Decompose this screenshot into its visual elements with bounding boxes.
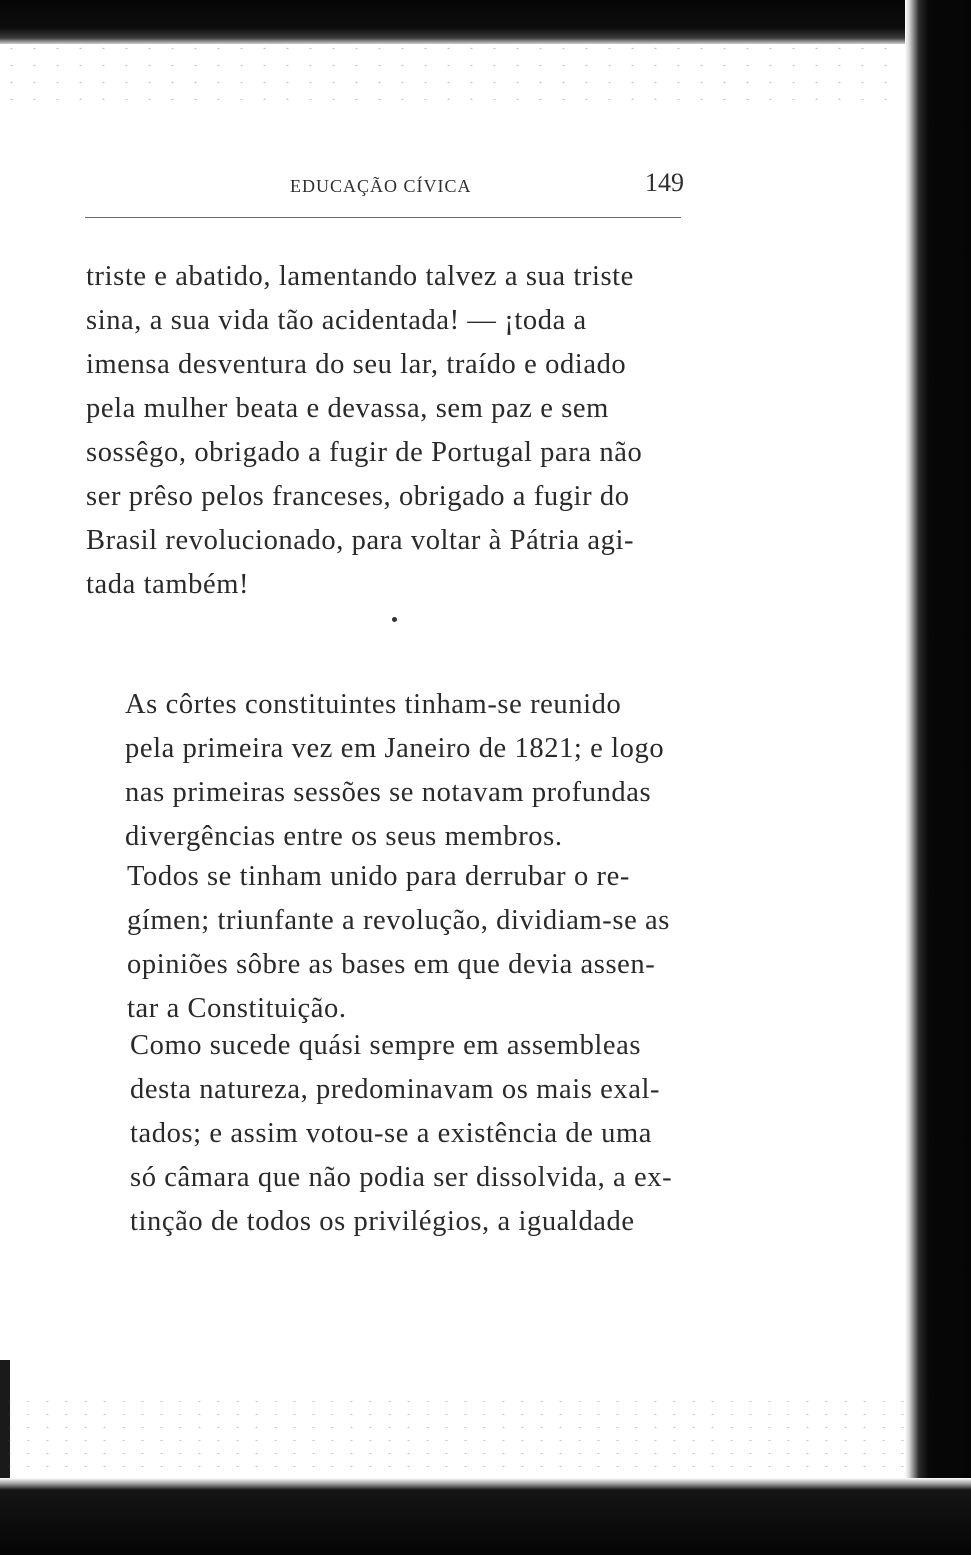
text-line: opiniões sôbre as bases em que devia assen- — [127, 949, 656, 980]
text-line: As côrtes constituintes tinham-se reunido — [125, 689, 622, 720]
text-line: Todos se tinham unido para derrubar o re- — [127, 861, 630, 892]
text-line: só câmara que não podia ser dissolvida, a ex- — [130, 1162, 673, 1193]
page-number: 149 — [645, 168, 684, 197]
text-line: ser prêso pelos franceses, obrigado a fugir do — [86, 481, 630, 512]
scan-bottom-edge — [0, 1478, 971, 1555]
ink-speck — [392, 617, 397, 622]
text-line: Como sucede quási sempre em assembleas — [130, 1030, 642, 1061]
text-line: Brasil revolucionado, para voltar à Pátria agi- — [86, 525, 635, 556]
text-line: nas primeiras sessões se notavam profundas — [125, 777, 652, 808]
text-line: imensa desventura do seu lar, traído e odiado — [86, 349, 627, 380]
paragraph-4 — [100, 1024, 708, 1244]
scan-noise-bottom — [0, 1395, 905, 1475]
text-line: sina, a sua vida tão acidentada! — ¡toda a — [86, 305, 587, 336]
text-line: triste e abatido, lamentando talvez a sua triste — [86, 261, 634, 292]
scan-top-edge — [0, 0, 971, 44]
scan-noise-top — [0, 40, 905, 100]
paragraph-2 — [97, 683, 701, 859]
text-line: tada também! — [86, 569, 250, 600]
text-line: pela primeira vez em Janeiro de 1821; e logo — [125, 733, 665, 764]
text-line: pela mulher beata e devassa, sem paz e sem — [86, 393, 609, 424]
paragraph-3 — [99, 855, 703, 1031]
text-line: divergências entre os seus membros. — [125, 821, 563, 852]
text-line: tados; e assim votou-se a existência de uma — [130, 1118, 653, 1149]
paragraph-1 — [86, 255, 694, 607]
text-line: gímen; triunfante a revolução, dividiam-se as — [127, 905, 670, 936]
text-line: tar a Constituição. — [127, 993, 347, 1024]
text-line: sossêgo, obrigado a fugir de Portugal para não — [86, 437, 643, 468]
header-rule — [85, 217, 681, 218]
scan-right-edge — [905, 0, 971, 1555]
text-line: tinção de todos os privilégios, a igualdade — [130, 1206, 635, 1237]
text-line: desta natureza, predominavam os mais exal- — [130, 1074, 661, 1105]
running-head: EDUCAÇÃO CÍVICA — [290, 176, 472, 196]
